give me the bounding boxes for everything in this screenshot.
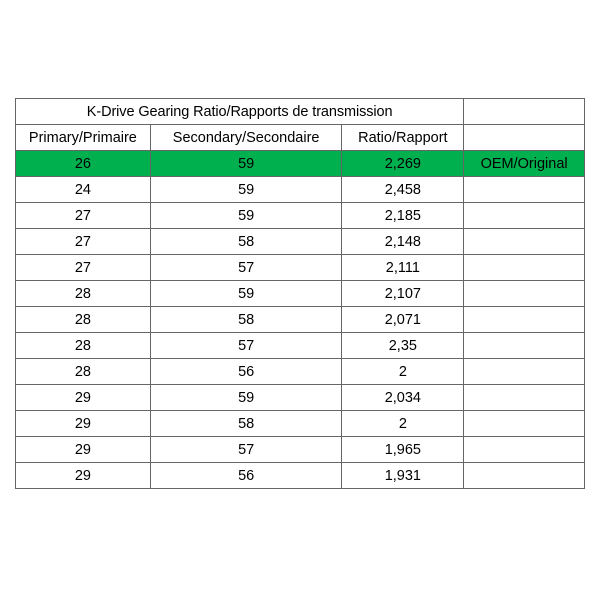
cell-note (464, 177, 585, 203)
cell-primary: 24 (16, 177, 151, 203)
cell-secondary: 58 (150, 229, 342, 255)
cell-primary: 29 (16, 411, 151, 437)
table-row (16, 411, 585, 437)
cell-ratio: 2,269 (342, 151, 464, 177)
cell-primary: 29 (16, 437, 151, 463)
column-header-secondary: Secondary/Secondaire (150, 125, 342, 151)
gearing-ratio-table (15, 98, 585, 489)
cell-ratio: 2,35 (342, 333, 464, 359)
table-row (16, 255, 585, 281)
table-header-row (16, 125, 585, 151)
cell-note (464, 229, 585, 255)
cell-secondary: 57 (150, 255, 342, 281)
cell-ratio: 2,458 (342, 177, 464, 203)
column-header-primary: Primary/Primaire (16, 125, 151, 151)
cell-primary: 27 (16, 203, 151, 229)
cell-note (464, 333, 585, 359)
table-row (16, 203, 585, 229)
cell-ratio: 2,148 (342, 229, 464, 255)
table-row (16, 177, 585, 203)
cell-ratio: 2,111 (342, 255, 464, 281)
cell-ratio: 2,071 (342, 307, 464, 333)
cell-ratio: 2,185 (342, 203, 464, 229)
cell-primary: 27 (16, 229, 151, 255)
cell-note (464, 411, 585, 437)
cell-note (464, 463, 585, 489)
table-row (16, 229, 585, 255)
header-row-spacer (464, 125, 585, 151)
cell-primary: 28 (16, 307, 151, 333)
cell-secondary: 57 (150, 333, 342, 359)
cell-secondary: 59 (150, 385, 342, 411)
table-row (16, 437, 585, 463)
cell-secondary: 56 (150, 359, 342, 385)
table-body (16, 99, 585, 489)
cell-primary: 28 (16, 333, 151, 359)
title-row-spacer (464, 99, 585, 125)
cell-note: OEM/Original (464, 151, 585, 177)
cell-note (464, 385, 585, 411)
cell-note (464, 203, 585, 229)
cell-primary: 28 (16, 281, 151, 307)
cell-primary: 26 (16, 151, 151, 177)
table-row (16, 333, 585, 359)
table-row (16, 281, 585, 307)
cell-ratio: 2,107 (342, 281, 464, 307)
cell-primary: 27 (16, 255, 151, 281)
cell-primary: 29 (16, 463, 151, 489)
cell-secondary: 59 (150, 177, 342, 203)
cell-secondary: 59 (150, 151, 342, 177)
cell-primary: 29 (16, 385, 151, 411)
cell-note (464, 307, 585, 333)
cell-ratio: 2 (342, 411, 464, 437)
cell-secondary: 59 (150, 203, 342, 229)
cell-note (464, 359, 585, 385)
table-row (16, 151, 585, 177)
cell-note (464, 255, 585, 281)
cell-secondary: 58 (150, 307, 342, 333)
cell-secondary: 57 (150, 437, 342, 463)
cell-primary: 28 (16, 359, 151, 385)
table-row (16, 385, 585, 411)
column-header-ratio: Ratio/Rapport (342, 125, 464, 151)
table-title: K-Drive Gearing Ratio/Rapports de transmission (16, 99, 464, 125)
cell-ratio: 2,034 (342, 385, 464, 411)
table-row (16, 463, 585, 489)
table-row (16, 359, 585, 385)
cell-secondary: 58 (150, 411, 342, 437)
gearing-ratio-table-wrapper (15, 98, 585, 489)
table-title-row (16, 99, 585, 125)
cell-ratio: 1,931 (342, 463, 464, 489)
cell-secondary: 59 (150, 281, 342, 307)
cell-ratio: 2 (342, 359, 464, 385)
cell-ratio: 1,965 (342, 437, 464, 463)
table-row (16, 307, 585, 333)
cell-note (464, 281, 585, 307)
cell-secondary: 56 (150, 463, 342, 489)
cell-note (464, 437, 585, 463)
